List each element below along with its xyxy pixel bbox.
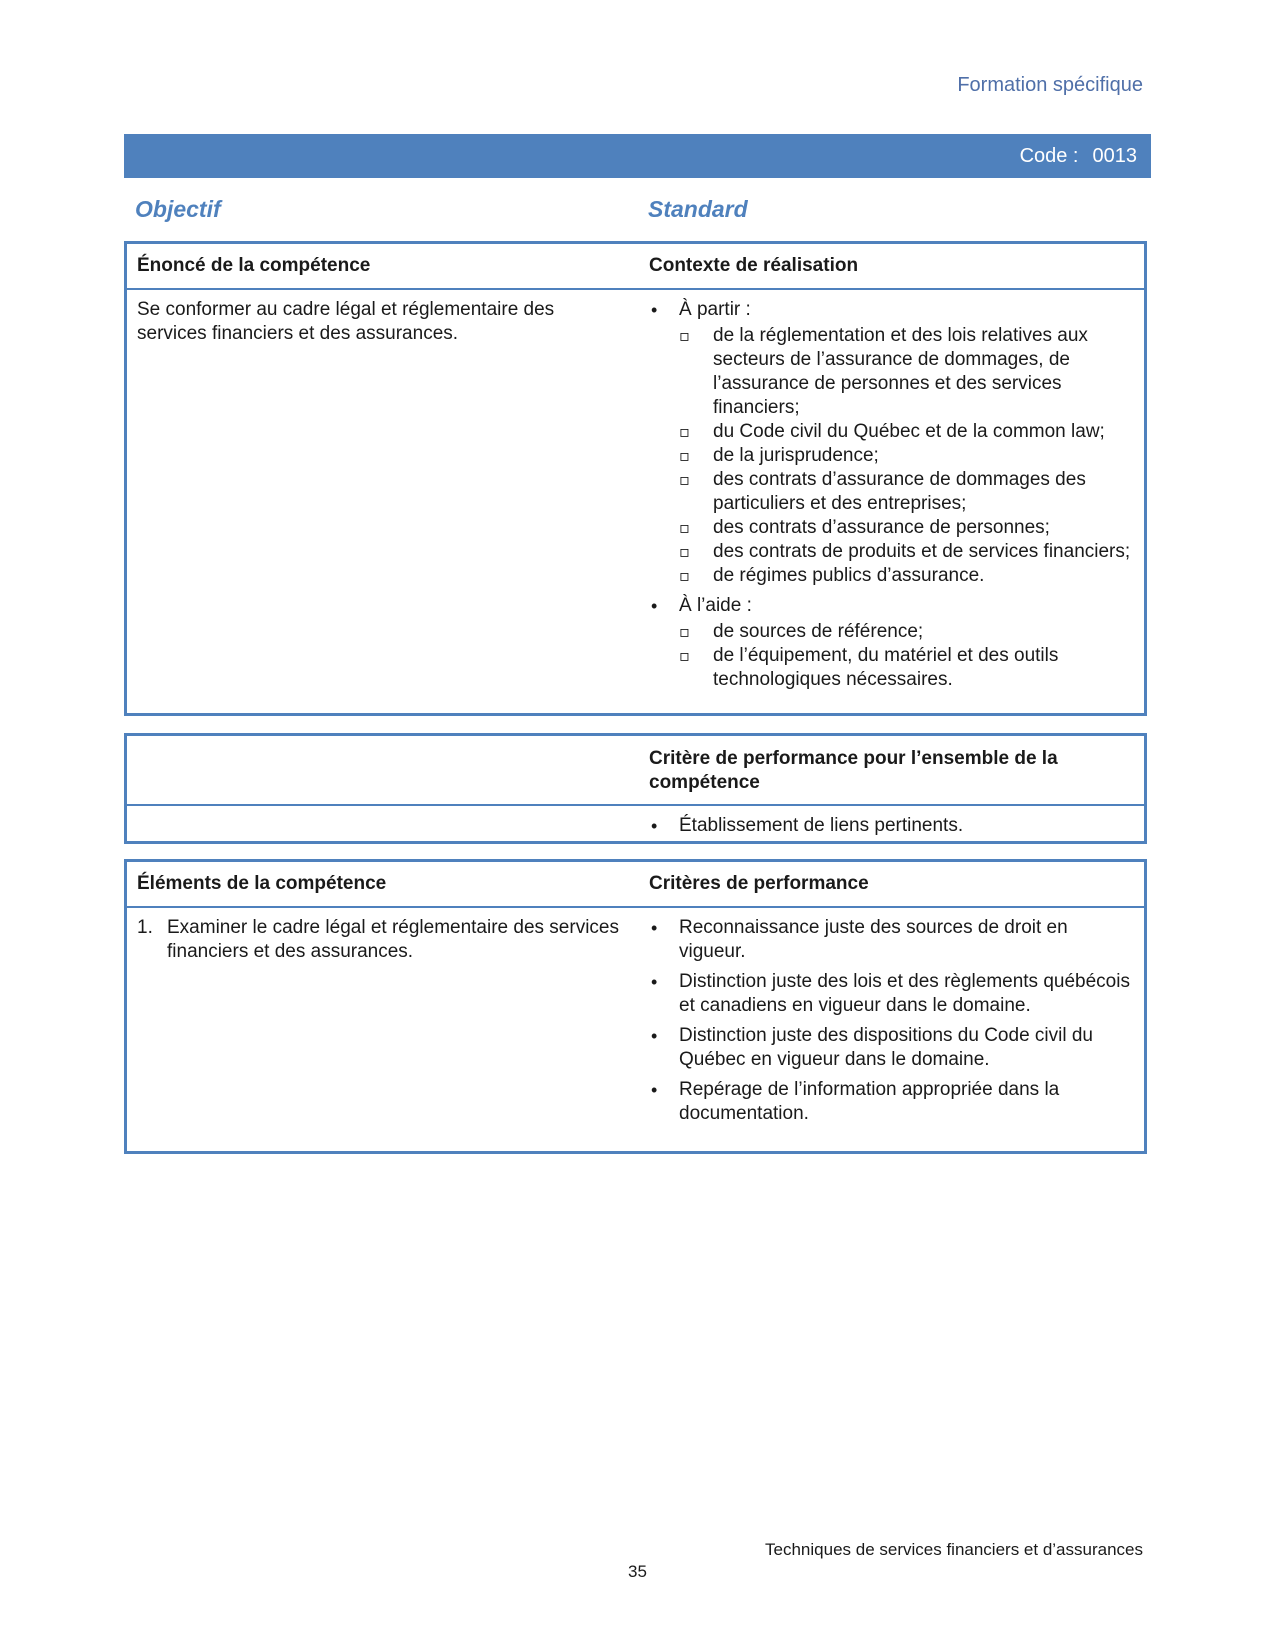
bullet-icon: • xyxy=(651,1026,658,1046)
overall-criterion-panel xyxy=(124,733,1147,844)
square-bullet-icon: ▫ xyxy=(679,470,690,489)
context-group xyxy=(649,594,1139,692)
element-number: 1. xyxy=(137,917,153,938)
square-bullet-icon: ▫ xyxy=(679,326,690,345)
standard-label: Standard xyxy=(648,196,748,222)
bullet-icon: • xyxy=(651,816,658,836)
program-footer: Techniques de services financiers et d’assurances xyxy=(765,1540,1143,1559)
overall-criterion-heading: Critère de performance pour l’ensemble de la compétence xyxy=(649,748,1058,793)
square-bullet-icon: ▫ xyxy=(679,566,690,585)
overall-criteria-list xyxy=(649,814,1139,844)
bullet-icon: • xyxy=(651,972,658,992)
criteria-heading: Critères de performance xyxy=(649,873,869,894)
context-item: ▫ du Code civil du Québec et de la common law; xyxy=(679,421,1105,442)
bullet-icon: • xyxy=(651,596,658,616)
context-item: ▫ de la jurisprudence; xyxy=(679,445,879,466)
bullet-icon: • xyxy=(651,1080,658,1100)
square-bullet-icon: ▫ xyxy=(679,622,690,641)
square-bullet-icon: ▫ xyxy=(679,518,690,537)
bullet-icon: • xyxy=(651,300,658,320)
context-item: ▫ des contrats de produits et de services financiers; xyxy=(679,541,1131,562)
context-item: ▫ de l’équipement, du matériel et des outils technologiques nécessaires. xyxy=(679,645,1059,690)
code-band xyxy=(124,134,1151,178)
criterion-item: • Distinction juste des dispositions du Code civil du Québec en vigueur dans le domaine. xyxy=(651,1025,1093,1070)
bullet-icon: • xyxy=(651,918,658,938)
criterion-item: • Établissement de liens pertinents. xyxy=(651,815,964,836)
context-item: ▫ de régimes publics d’assurance. xyxy=(679,565,985,586)
context-item: ▫ des contrats d’assurance de dommages des particuliers et des entreprises; xyxy=(679,469,1086,514)
context-group xyxy=(649,298,1139,588)
objectif-label: Objectif xyxy=(135,196,221,222)
panel-header-row xyxy=(127,736,1144,806)
context-item: ▫ de sources de référence; xyxy=(679,621,924,642)
square-bullet-icon: ▫ xyxy=(679,542,690,561)
elements-list xyxy=(137,916,627,964)
element-text: Examiner le cadre légal et réglementaire des services financiers et des assurances. xyxy=(167,917,619,962)
panel-header-row xyxy=(127,862,1144,908)
competency-code xyxy=(1020,145,1137,168)
performance-criteria-list xyxy=(649,916,1139,1132)
context-item: ▫ de la réglementation et des lois relatives aux secteurs de l’assurance de dommages, de l’assurance de personnes et des services financiers; xyxy=(679,325,1088,418)
context-heading: Contexte de réalisation xyxy=(649,255,859,276)
context-group-label: À l’aide : xyxy=(679,595,752,616)
criterion-item: • Reconnaissance juste des sources de droit en vigueur. xyxy=(651,917,1068,962)
code-value: 0013 xyxy=(1092,145,1137,167)
statement-heading: Énoncé de la compétence xyxy=(137,255,371,276)
context-group-label: À partir : xyxy=(679,299,751,320)
square-bullet-icon: ▫ xyxy=(679,646,690,665)
panel-header-row xyxy=(127,244,1144,290)
context-item: ▫ des contrats d’assurance de personnes; xyxy=(679,517,1050,538)
elements-criteria-panel xyxy=(124,859,1147,1154)
page-section-title: Formation spécifique xyxy=(957,74,1143,96)
elements-heading: Éléments de la compétence xyxy=(137,873,387,894)
page-number: 35 xyxy=(628,1562,647,1581)
criterion-item: • Distinction juste des lois et des règlements québécois et canadiens en vigueur dans le domaine. xyxy=(651,971,1130,1016)
criterion-item: • Repérage de l’information appropriée dans la documentation. xyxy=(651,1079,1060,1124)
context-list xyxy=(649,298,1139,698)
square-bullet-icon: ▫ xyxy=(679,422,690,441)
statement-context-panel xyxy=(124,241,1147,716)
code-label: Code : xyxy=(1019,145,1079,167)
competency-statement: Se conformer au cadre légal et réglementaire des services financiers et des assurances. xyxy=(137,299,555,344)
element-item xyxy=(137,916,627,964)
square-bullet-icon: ▫ xyxy=(679,446,690,465)
